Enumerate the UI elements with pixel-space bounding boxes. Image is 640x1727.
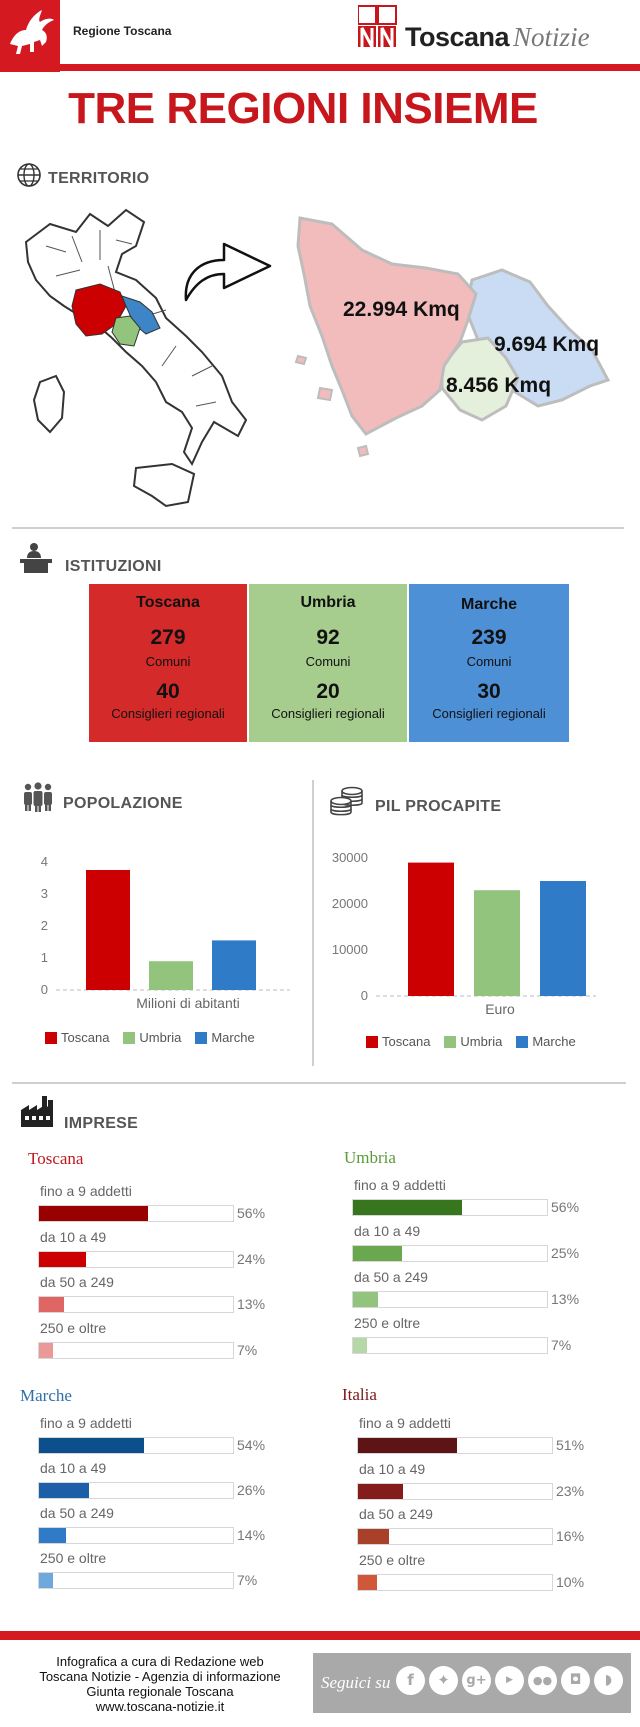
section-title-popolazione: POPOLAZIONE bbox=[63, 795, 183, 812]
bar-marche bbox=[212, 940, 256, 990]
imprese-row-percent: 51% bbox=[556, 1437, 585, 1453]
imprese-title-umbria: Umbria bbox=[344, 1148, 396, 1167]
legend-item-umbria bbox=[444, 1034, 502, 1049]
progress-fill bbox=[39, 1528, 66, 1543]
legend-swatch bbox=[123, 1032, 135, 1044]
progress-fill bbox=[39, 1483, 89, 1498]
progress-fill bbox=[358, 1438, 457, 1453]
institution-column-marche bbox=[409, 584, 569, 742]
imprese-row-label: fino a 9 addetti bbox=[40, 1183, 132, 1199]
section-divider bbox=[12, 527, 624, 529]
imprese-row-label: da 10 a 49 bbox=[354, 1223, 421, 1239]
factory-icon bbox=[20, 1096, 54, 1128]
brand-bold: Toscana bbox=[405, 22, 510, 52]
imprese-row-percent: 56% bbox=[237, 1205, 266, 1221]
imprese-row-label: da 10 a 49 bbox=[40, 1228, 107, 1245]
footer-link[interactable]: www.toscana-notizie.it bbox=[95, 1699, 225, 1714]
legend-label: Toscana bbox=[61, 1030, 110, 1045]
region-name: Regione Toscana bbox=[73, 24, 172, 38]
progress-track bbox=[38, 1251, 234, 1268]
imprese-row-percent: 7% bbox=[237, 1572, 258, 1588]
footer-line: Giunta regionale Toscana bbox=[86, 1684, 234, 1699]
page-header bbox=[0, 0, 640, 72]
progress-fill bbox=[353, 1200, 462, 1215]
institution-column-umbria bbox=[249, 584, 407, 742]
consiglieri-label: Consiglieri regionali bbox=[432, 706, 546, 721]
imprese-row bbox=[357, 1461, 597, 1506]
imprese-row-percent: 7% bbox=[551, 1337, 572, 1353]
progress-fill bbox=[39, 1343, 53, 1358]
y-tick-label: 20000 bbox=[331, 896, 368, 911]
imprese-row bbox=[38, 1460, 278, 1505]
footer-line: Toscana Notizie - Agenzia di informazione bbox=[39, 1669, 281, 1684]
imprese-row-label: da 10 a 49 bbox=[359, 1460, 426, 1477]
comuni-count: 279 bbox=[150, 626, 186, 649]
progress-track bbox=[38, 1437, 234, 1454]
twitter-icon[interactable]: ✦ bbox=[429, 1666, 458, 1695]
instagram-icon[interactable]: ◘ bbox=[561, 1666, 590, 1695]
imprese-row-percent: 14% bbox=[237, 1527, 266, 1543]
consiglieri-label: Consiglieri regionali bbox=[271, 706, 385, 721]
progress-track bbox=[38, 1482, 234, 1499]
imprese-row bbox=[357, 1415, 597, 1460]
legend-swatch bbox=[516, 1036, 528, 1048]
y-tick-label: 4 bbox=[40, 854, 48, 869]
page-title: TRE REGIONI INSIEME bbox=[68, 84, 538, 133]
progress-track bbox=[357, 1528, 553, 1545]
legend-item-marche bbox=[516, 1034, 575, 1049]
comuni-count: 239 bbox=[471, 626, 507, 649]
imprese-row-label: 250 e oltre bbox=[359, 1551, 426, 1568]
globe-icon bbox=[16, 162, 42, 188]
progress-fill bbox=[39, 1206, 148, 1221]
x-axis-label: Euro bbox=[485, 1001, 515, 1017]
arrow-icon bbox=[180, 230, 276, 306]
social-label: Seguici su bbox=[321, 1673, 391, 1692]
imprese-row-percent: 24% bbox=[237, 1250, 266, 1267]
y-tick-label: 3 bbox=[40, 886, 48, 901]
pil-chart bbox=[320, 845, 620, 1025]
bar-toscana bbox=[86, 870, 130, 990]
legend-label: Marche bbox=[211, 1030, 255, 1045]
imprese-row-label: da 50 a 249 bbox=[359, 1506, 433, 1522]
progress-fill bbox=[39, 1573, 53, 1588]
people-icon bbox=[22, 782, 54, 812]
legend-item-marche bbox=[195, 1030, 254, 1045]
legend-label: Toscana bbox=[382, 1034, 431, 1049]
imprese-row-label: 250 e oltre bbox=[40, 1550, 107, 1566]
section-divider bbox=[12, 1082, 626, 1084]
progress-track bbox=[352, 1337, 548, 1354]
imprese-title-toscana: Toscana bbox=[28, 1149, 84, 1168]
imprese-row-percent: 54% bbox=[237, 1437, 266, 1453]
imprese-row bbox=[352, 1223, 592, 1268]
progress-fill bbox=[358, 1575, 377, 1590]
comuni-label: Comuni bbox=[145, 654, 191, 669]
section-title-territorio: TERRITORIO bbox=[48, 170, 150, 187]
imprese-row bbox=[38, 1550, 278, 1595]
progress-track bbox=[357, 1437, 553, 1454]
region-name: Toscana bbox=[136, 594, 200, 611]
pil-legend bbox=[366, 1034, 576, 1049]
imprese-row bbox=[38, 1183, 278, 1228]
progress-fill bbox=[353, 1246, 402, 1261]
progress-fill bbox=[39, 1252, 86, 1267]
imprese-row bbox=[38, 1415, 278, 1460]
legend-swatch bbox=[444, 1036, 456, 1048]
progress-track bbox=[352, 1199, 548, 1216]
population-legend bbox=[45, 1030, 255, 1045]
region-name: Marche bbox=[460, 596, 518, 613]
header-rule bbox=[60, 64, 640, 71]
imprese-row-label: da 50 a 249 bbox=[354, 1269, 428, 1285]
imprese-row bbox=[352, 1269, 592, 1314]
imprese-row-percent: 56% bbox=[551, 1199, 580, 1215]
imprese-row-percent: 25% bbox=[551, 1245, 580, 1261]
y-tick-label: 30000 bbox=[331, 850, 368, 865]
coins-icon bbox=[330, 786, 364, 816]
toscana-notizie-logo-icon bbox=[358, 4, 398, 49]
section-title-pil: PIL PROCAPITE bbox=[375, 798, 502, 815]
imprese-row-percent: 26% bbox=[237, 1482, 266, 1498]
legend-label: Marche bbox=[532, 1034, 576, 1049]
imprese-row-percent: 13% bbox=[237, 1296, 266, 1312]
progress-fill bbox=[353, 1292, 378, 1307]
imprese-row bbox=[38, 1505, 278, 1550]
imprese-row-percent: 13% bbox=[551, 1291, 580, 1307]
legend-swatch bbox=[195, 1032, 207, 1044]
imprese-row bbox=[352, 1177, 592, 1222]
chart-divider bbox=[312, 780, 314, 1066]
progress-fill bbox=[39, 1438, 144, 1453]
footer-credits bbox=[12, 1654, 308, 1714]
progress-track bbox=[38, 1342, 234, 1359]
progress-track bbox=[38, 1572, 234, 1589]
imprese-row-percent: 10% bbox=[556, 1573, 585, 1590]
bar-marche bbox=[540, 881, 586, 996]
legend-label: Umbria bbox=[460, 1034, 503, 1049]
y-tick-label: 10000 bbox=[331, 942, 368, 957]
consiglieri-count: 20 bbox=[316, 680, 340, 703]
social-bar bbox=[313, 1653, 631, 1713]
toscana-notizie-brand[interactable] bbox=[405, 22, 590, 53]
progress-track bbox=[38, 1296, 234, 1313]
imprese-row-label: da 50 a 249 bbox=[40, 1274, 114, 1290]
legend-item-toscana bbox=[45, 1030, 109, 1045]
consiglieri-count: 30 bbox=[477, 680, 501, 703]
imprese-row-label: fino a 9 addetti bbox=[354, 1177, 446, 1193]
legend-item-toscana bbox=[366, 1034, 430, 1049]
progress-track bbox=[38, 1205, 234, 1222]
imprese-row bbox=[38, 1229, 278, 1274]
legend-item-umbria bbox=[123, 1030, 181, 1045]
consiglieri-count: 40 bbox=[156, 680, 180, 703]
progress-fill bbox=[39, 1297, 64, 1312]
comuni-label: Comuni bbox=[305, 654, 351, 669]
imprese-row-label: da 50 a 249 bbox=[40, 1505, 114, 1521]
consiglieri-label: Consiglieri regionali bbox=[111, 706, 225, 721]
y-tick-label: 0 bbox=[360, 988, 368, 1003]
y-tick-label: 0 bbox=[40, 982, 48, 997]
population-chart bbox=[28, 850, 298, 1020]
pegasus-icon bbox=[0, 0, 60, 72]
legend-swatch bbox=[45, 1032, 57, 1044]
bar-umbria bbox=[474, 890, 520, 996]
bar-umbria bbox=[149, 961, 193, 990]
progress-fill bbox=[353, 1338, 367, 1353]
section-title-istituzioni: ISTITUZIONI bbox=[65, 558, 162, 575]
comuni-count: 92 bbox=[316, 626, 340, 649]
institution-column-toscana bbox=[89, 584, 247, 742]
y-tick-label: 2 bbox=[40, 918, 48, 933]
imprese-row-label: 250 e oltre bbox=[40, 1319, 107, 1336]
imprese-row bbox=[38, 1274, 278, 1319]
region-name: Umbria bbox=[300, 594, 356, 611]
progress-fill bbox=[358, 1529, 389, 1544]
y-tick-label: 1 bbox=[40, 950, 48, 965]
legend-swatch bbox=[366, 1036, 378, 1048]
legend-label: Umbria bbox=[139, 1030, 182, 1045]
imprese-row-label: da 10 a 49 bbox=[40, 1460, 107, 1476]
footer-rule bbox=[0, 1631, 640, 1640]
imprese-row-percent: 16% bbox=[556, 1528, 585, 1544]
imprese-row-percent: 23% bbox=[556, 1482, 585, 1499]
progress-fill bbox=[358, 1484, 403, 1499]
progress-track bbox=[357, 1483, 553, 1500]
imprese-row bbox=[357, 1552, 597, 1597]
regione-toscana-logo[interactable] bbox=[0, 0, 60, 72]
imprese-row-percent: 7% bbox=[237, 1341, 258, 1358]
rss-icon[interactable]: ◗ bbox=[594, 1666, 623, 1695]
comuni-label: Comuni bbox=[466, 654, 512, 669]
facebook-icon[interactable]: f bbox=[396, 1666, 425, 1695]
googleplus-icon[interactable]: g+ bbox=[462, 1666, 491, 1695]
progress-track bbox=[38, 1527, 234, 1544]
section-title-imprese: IMPRESE bbox=[64, 1115, 139, 1132]
area-label-marche: 9.694 Kmq bbox=[494, 333, 600, 356]
progress-track bbox=[357, 1574, 553, 1591]
bar-toscana bbox=[408, 863, 454, 996]
flickr-icon[interactable]: ●● bbox=[528, 1666, 557, 1695]
imprese-row bbox=[357, 1506, 597, 1551]
progress-track bbox=[352, 1245, 548, 1262]
brand-italic: Notizie bbox=[513, 22, 590, 52]
imprese-row-label: fino a 9 addetti bbox=[359, 1415, 451, 1431]
youtube-icon[interactable]: ▶ bbox=[495, 1666, 524, 1695]
area-label-toscana: 22.994 Kmq bbox=[343, 298, 460, 321]
imprese-row bbox=[352, 1315, 592, 1360]
podium-speaker-icon bbox=[18, 542, 54, 574]
footer-line: Infografica a cura di Redazione web bbox=[56, 1654, 264, 1669]
imprese-row-label: 250 e oltre bbox=[354, 1315, 421, 1331]
imprese-title-marche: Marche bbox=[20, 1386, 72, 1405]
area-label-umbria: 8.456 Kmq bbox=[446, 374, 552, 397]
imprese-title-italia: Italia bbox=[342, 1385, 377, 1404]
progress-track bbox=[352, 1291, 548, 1308]
imprese-row bbox=[38, 1320, 278, 1365]
x-axis-label: Milioni di abitanti bbox=[136, 995, 240, 1011]
imprese-row-label: fino a 9 addetti bbox=[40, 1415, 132, 1431]
